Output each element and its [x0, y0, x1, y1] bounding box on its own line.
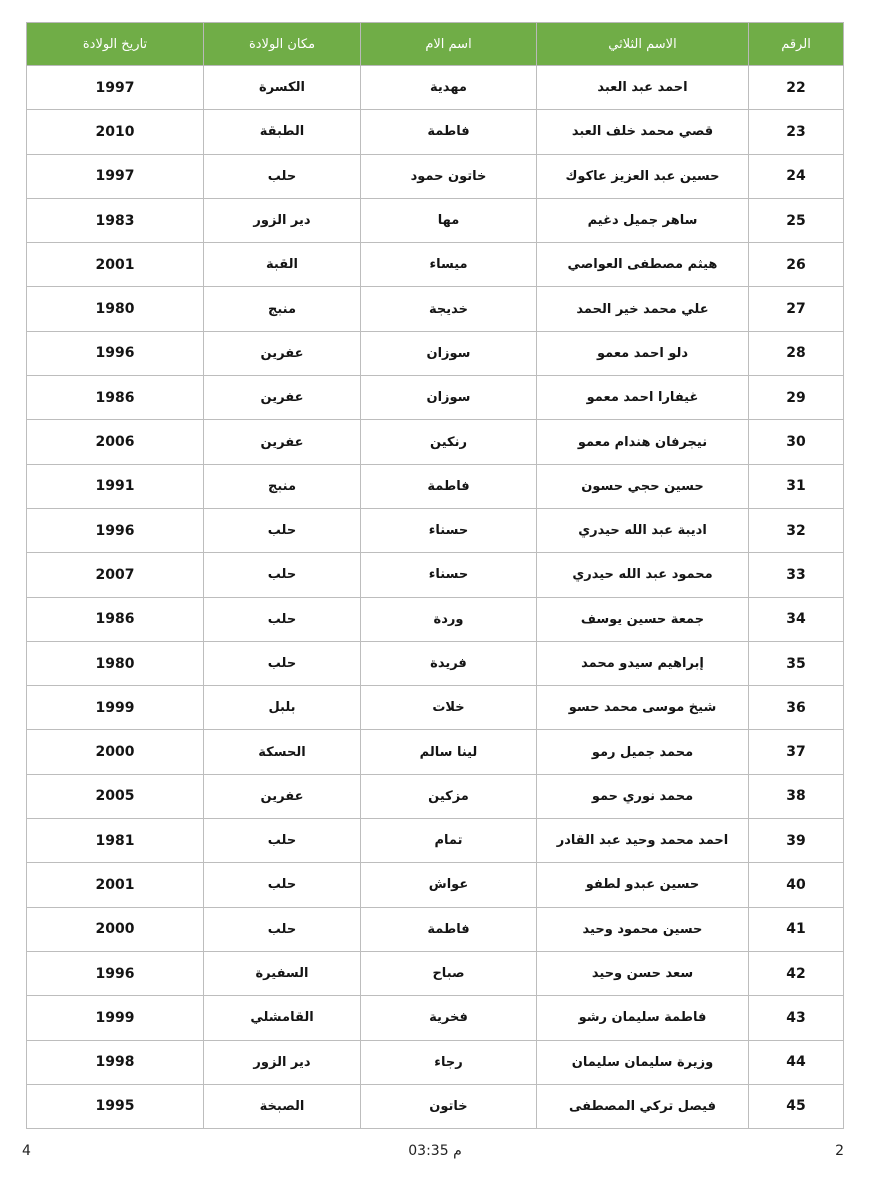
cell-place: حلب [204, 641, 361, 685]
cell-num: 28 [749, 331, 844, 375]
footer-time: 03:35 م [408, 1143, 462, 1159]
cell-num: 43 [749, 996, 844, 1040]
cell-name: احمد عبد العبد [537, 66, 749, 110]
cell-year: 1991 [27, 464, 204, 508]
cell-name: حسين عبدو لطفو [537, 863, 749, 907]
cell-num: 44 [749, 1040, 844, 1084]
cell-year: 1996 [27, 508, 204, 552]
cell-num: 36 [749, 686, 844, 730]
cell-place: القامشلي [204, 996, 361, 1040]
cell-name: سعد حسن وحيد [537, 951, 749, 995]
cell-num: 34 [749, 597, 844, 641]
cell-mother: لينا سالم [361, 730, 537, 774]
cell-num: 35 [749, 641, 844, 685]
cell-num: 32 [749, 508, 844, 552]
cell-mother: سوزان [361, 331, 537, 375]
table-row [27, 774, 844, 818]
table-row [27, 951, 844, 995]
cell-place: السفيرة [204, 951, 361, 995]
cell-num: 24 [749, 154, 844, 198]
cell-name: علي محمد خير الحمد [537, 287, 749, 331]
cell-place: الحسكة [204, 730, 361, 774]
cell-name: احمد محمد وحيد عبد القادر [537, 819, 749, 863]
cell-place: حلب [204, 863, 361, 907]
cell-name: حسين عبد العزيز عاكوك [537, 154, 749, 198]
cell-mother: خديجة [361, 287, 537, 331]
cell-year: 1983 [27, 198, 204, 242]
cell-place: الطبقة [204, 110, 361, 154]
cell-place: حلب [204, 508, 361, 552]
cell-year: 1999 [27, 686, 204, 730]
cell-name: محمد نوري حمو [537, 774, 749, 818]
cell-place: حلب [204, 553, 361, 597]
cell-num: 41 [749, 907, 844, 951]
table-row [27, 508, 844, 552]
cell-year: 1997 [27, 66, 204, 110]
header-name: الاسم الثلاثي [537, 23, 749, 66]
cell-num: 40 [749, 863, 844, 907]
cell-mother: فريدة [361, 641, 537, 685]
cell-year: 1980 [27, 641, 204, 685]
table-body [27, 66, 844, 1129]
table-row [27, 66, 844, 110]
cell-mother: فاطمة [361, 907, 537, 951]
table-row [27, 1084, 844, 1128]
cell-place: حلب [204, 819, 361, 863]
cell-year: 2005 [27, 774, 204, 818]
cell-mother: خاتون [361, 1084, 537, 1128]
header-mother: اسم الام [361, 23, 537, 66]
footer-page-number: 2 [835, 1143, 844, 1159]
cell-year: 2001 [27, 863, 204, 907]
cell-place: منبج [204, 464, 361, 508]
cell-place: القبة [204, 243, 361, 287]
cell-mother: مزكين [361, 774, 537, 818]
cell-place: عفرين [204, 774, 361, 818]
cell-name: حسين حجي حسون [537, 464, 749, 508]
cell-place: الصبخة [204, 1084, 361, 1128]
cell-name: قصي محمد خلف العبد [537, 110, 749, 154]
cell-num: 45 [749, 1084, 844, 1128]
header-num: الرقم [749, 23, 844, 66]
footer-page-count: 4 [22, 1143, 31, 1159]
cell-name: غيفارا احمد معمو [537, 376, 749, 420]
table-row [27, 243, 844, 287]
cell-num: 38 [749, 774, 844, 818]
cell-mother: فاطمة [361, 464, 537, 508]
table-row [27, 331, 844, 375]
cell-name: دلو احمد معمو [537, 331, 749, 375]
cell-num: 29 [749, 376, 844, 420]
cell-year: 1999 [27, 996, 204, 1040]
cell-name: فيصل تركي المصطفى [537, 1084, 749, 1128]
table-row [27, 863, 844, 907]
cell-name: شيخ موسى محمد حسو [537, 686, 749, 730]
cell-mother: حسناء [361, 553, 537, 597]
cell-num: 37 [749, 730, 844, 774]
cell-num: 42 [749, 951, 844, 995]
cell-year: 1996 [27, 951, 204, 995]
table-row [27, 996, 844, 1040]
cell-mother: رجاء [361, 1040, 537, 1084]
cell-mother: فاطمة [361, 110, 537, 154]
cell-mother: تمام [361, 819, 537, 863]
cell-place: دير الزور [204, 198, 361, 242]
cell-year: 2006 [27, 420, 204, 464]
cell-place: حلب [204, 907, 361, 951]
cell-year: 2001 [27, 243, 204, 287]
header-year: تاريخ الولادة [27, 23, 204, 66]
cell-mother: سوزان [361, 376, 537, 420]
table-row [27, 154, 844, 198]
cell-place: عفرين [204, 331, 361, 375]
table-row [27, 907, 844, 951]
cell-mother: حسناء [361, 508, 537, 552]
table-row [27, 464, 844, 508]
cell-name: جمعة حسين يوسف [537, 597, 749, 641]
cell-year: 1980 [27, 287, 204, 331]
cell-name: محمد جميل رمو [537, 730, 749, 774]
cell-mother: خاتون حمود [361, 154, 537, 198]
cell-name: فاطمة سليمان رشو [537, 996, 749, 1040]
cell-year: 2010 [27, 110, 204, 154]
header-row [27, 23, 844, 66]
cell-num: 26 [749, 243, 844, 287]
cell-num: 25 [749, 198, 844, 242]
records-table [26, 22, 844, 1129]
cell-num: 33 [749, 553, 844, 597]
cell-mother: عواش [361, 863, 537, 907]
table-row [27, 420, 844, 464]
cell-num: 22 [749, 66, 844, 110]
table-row [27, 730, 844, 774]
table-row [27, 686, 844, 730]
cell-year: 2000 [27, 730, 204, 774]
cell-name: هيثم مصطفى العواصي [537, 243, 749, 287]
table-row [27, 198, 844, 242]
cell-year: 1995 [27, 1084, 204, 1128]
cell-mother: فخرية [361, 996, 537, 1040]
cell-name: ساهر جميل دغيم [537, 198, 749, 242]
cell-year: 1986 [27, 376, 204, 420]
cell-num: 27 [749, 287, 844, 331]
cell-mother: صباح [361, 951, 537, 995]
cell-place: حلب [204, 597, 361, 641]
table-row [27, 641, 844, 685]
table-row [27, 287, 844, 331]
cell-name: محمود عبد الله حيدري [537, 553, 749, 597]
cell-mother: ميساء [361, 243, 537, 287]
cell-num: 39 [749, 819, 844, 863]
cell-mother: مها [361, 198, 537, 242]
table-row [27, 553, 844, 597]
cell-name: إبراهيم سيدو محمد [537, 641, 749, 685]
cell-year: 1997 [27, 154, 204, 198]
table-row [27, 1040, 844, 1084]
table-header [27, 23, 844, 66]
cell-place: عفرين [204, 420, 361, 464]
cell-year: 1998 [27, 1040, 204, 1084]
cell-year: 2007 [27, 553, 204, 597]
cell-name: حسين محمود وحيد [537, 907, 749, 951]
cell-place: حلب [204, 154, 361, 198]
cell-year: 2000 [27, 907, 204, 951]
cell-place: دير الزور [204, 1040, 361, 1084]
cell-name: نيجرفان هندام معمو [537, 420, 749, 464]
cell-mother: مهدية [361, 66, 537, 110]
cell-num: 31 [749, 464, 844, 508]
cell-year: 1996 [27, 331, 204, 375]
header-place: مكان الولادة [204, 23, 361, 66]
cell-year: 1981 [27, 819, 204, 863]
table-row [27, 110, 844, 154]
cell-place: الكسرة [204, 66, 361, 110]
cell-name: وزيرة سليمان سليمان [537, 1040, 749, 1084]
cell-mother: خلات [361, 686, 537, 730]
cell-mother: رنكين [361, 420, 537, 464]
cell-num: 30 [749, 420, 844, 464]
cell-mother: وردة [361, 597, 537, 641]
table-row [27, 597, 844, 641]
table-row [27, 819, 844, 863]
cell-name: اديبة عبد الله حيدري [537, 508, 749, 552]
cell-year: 1986 [27, 597, 204, 641]
cell-place: عفرين [204, 376, 361, 420]
cell-place: منبج [204, 287, 361, 331]
cell-num: 23 [749, 110, 844, 154]
table-row [27, 376, 844, 420]
cell-place: بلبل [204, 686, 361, 730]
